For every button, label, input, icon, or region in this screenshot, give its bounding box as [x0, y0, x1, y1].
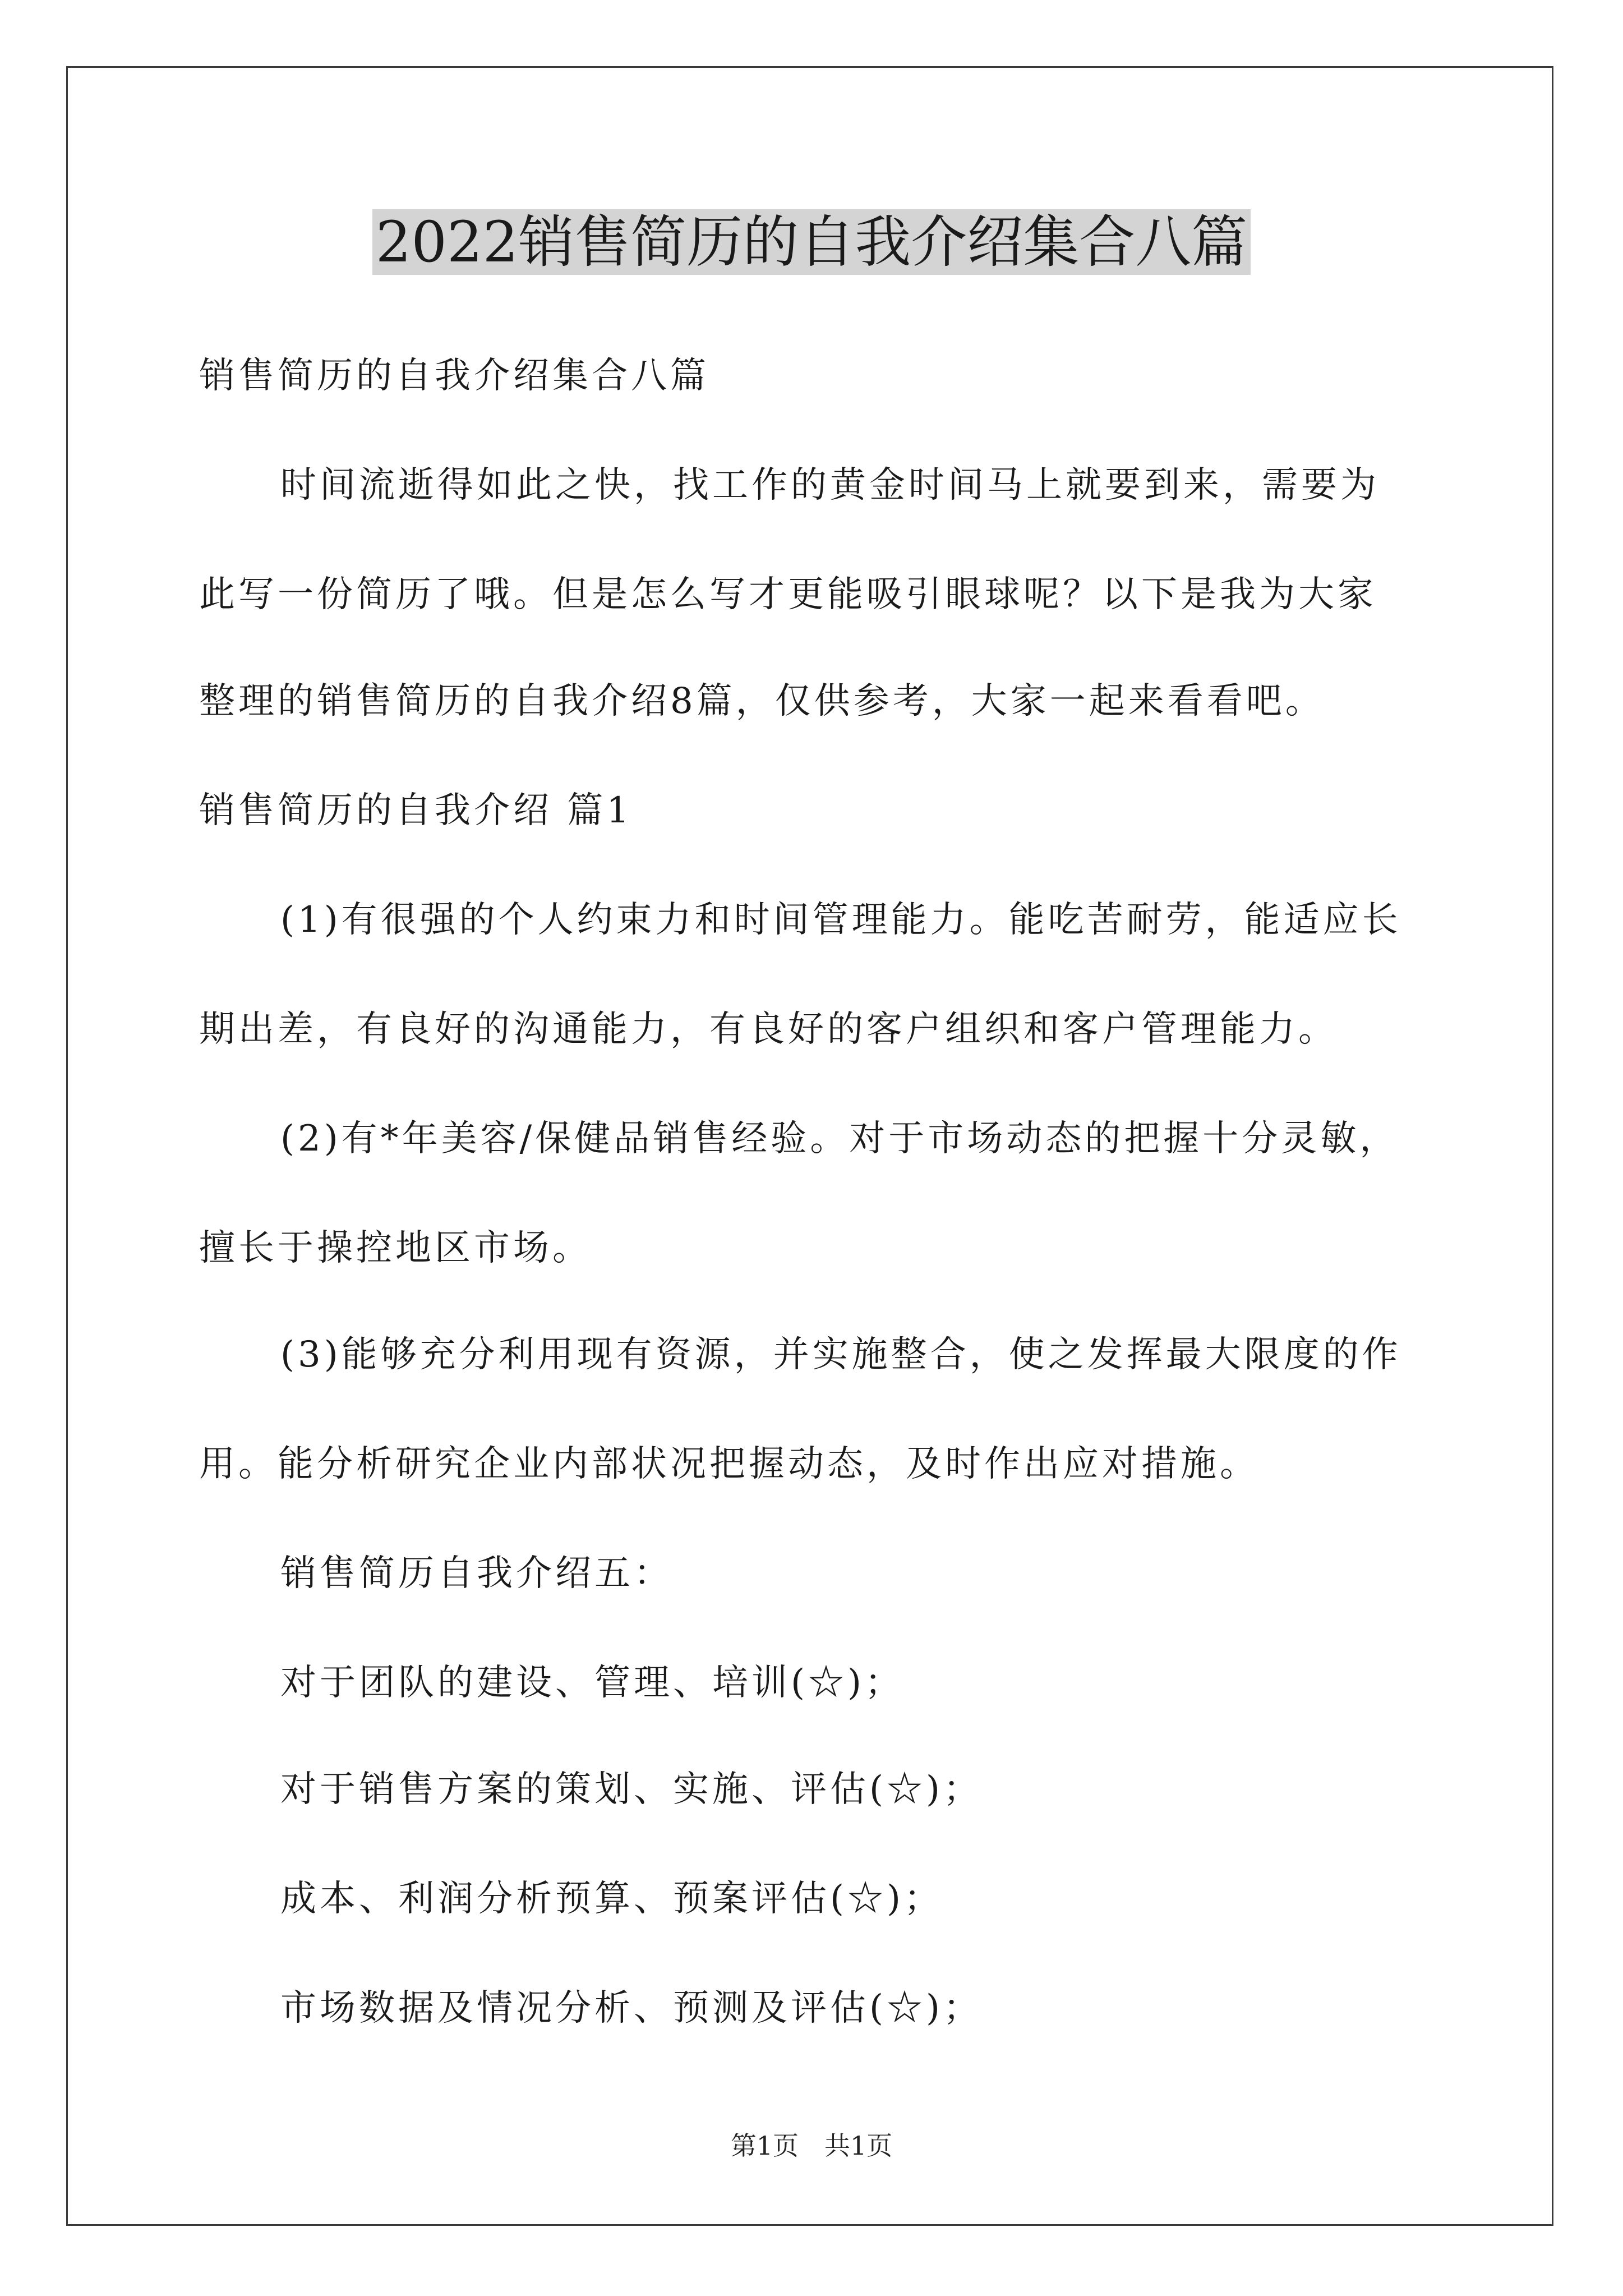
skill-line-3: 成本、利润分析预算、预案评估(☆)；	[280, 1878, 943, 1920]
item1-line-2: 期出差，有良好的沟通能力，有良好的客户组织和客户管理能力。	[199, 1009, 1338, 1050]
intro-line-1: 时间流逝得如此之快，找工作的黄金时间马上就要到来，需要为	[280, 464, 1380, 506]
section-heading-1: 销售简历的自我介绍 篇1	[199, 790, 633, 831]
document-title-text: 2022销售简历的自我介绍集合八篇	[372, 209, 1251, 275]
section-heading-5: 销售简历自我介绍五：	[280, 1553, 673, 1594]
skill-line-2: 对于销售方案的策划、实施、评估(☆)；	[280, 1769, 983, 1810]
document-title	[0, 203, 1623, 282]
intro-line-2: 此写一份简历了哦。但是怎么写才更能吸引眼球呢？以下是我为大家	[199, 574, 1377, 615]
page-number: 第1页 共1页	[730, 2131, 893, 2161]
item1-line-1: (1)有很强的个人约束力和时间管理能力。能吃苦耐劳，能适应长	[280, 899, 1401, 941]
item2-line-2: 擅长于操控地区市场。	[199, 1227, 592, 1269]
item2-line-1: (2)有*年美容/保健品销售经验。对于市场动态的把握十分灵敏，	[280, 1118, 1399, 1159]
skill-line-1: 对于团队的建设、管理、培训(☆)；	[280, 1662, 904, 1704]
intro-line-3: 整理的销售简历的自我介绍8篇，仅供参考，大家一起来看看吧。	[199, 680, 1325, 722]
item3-line-2: 用。能分析研究企业内部状况把握动态，及时作出应对措施。	[199, 1443, 1259, 1485]
skill-line-4: 市场数据及情况分析、预测及评估(☆)；	[280, 1987, 983, 2029]
item3-line-1: (3)能够充分利用现有资源，并实施整合，使之发挥最大限度的作	[280, 1334, 1401, 1375]
document-subtitle: 销售简历的自我介绍集合八篇	[199, 355, 709, 397]
